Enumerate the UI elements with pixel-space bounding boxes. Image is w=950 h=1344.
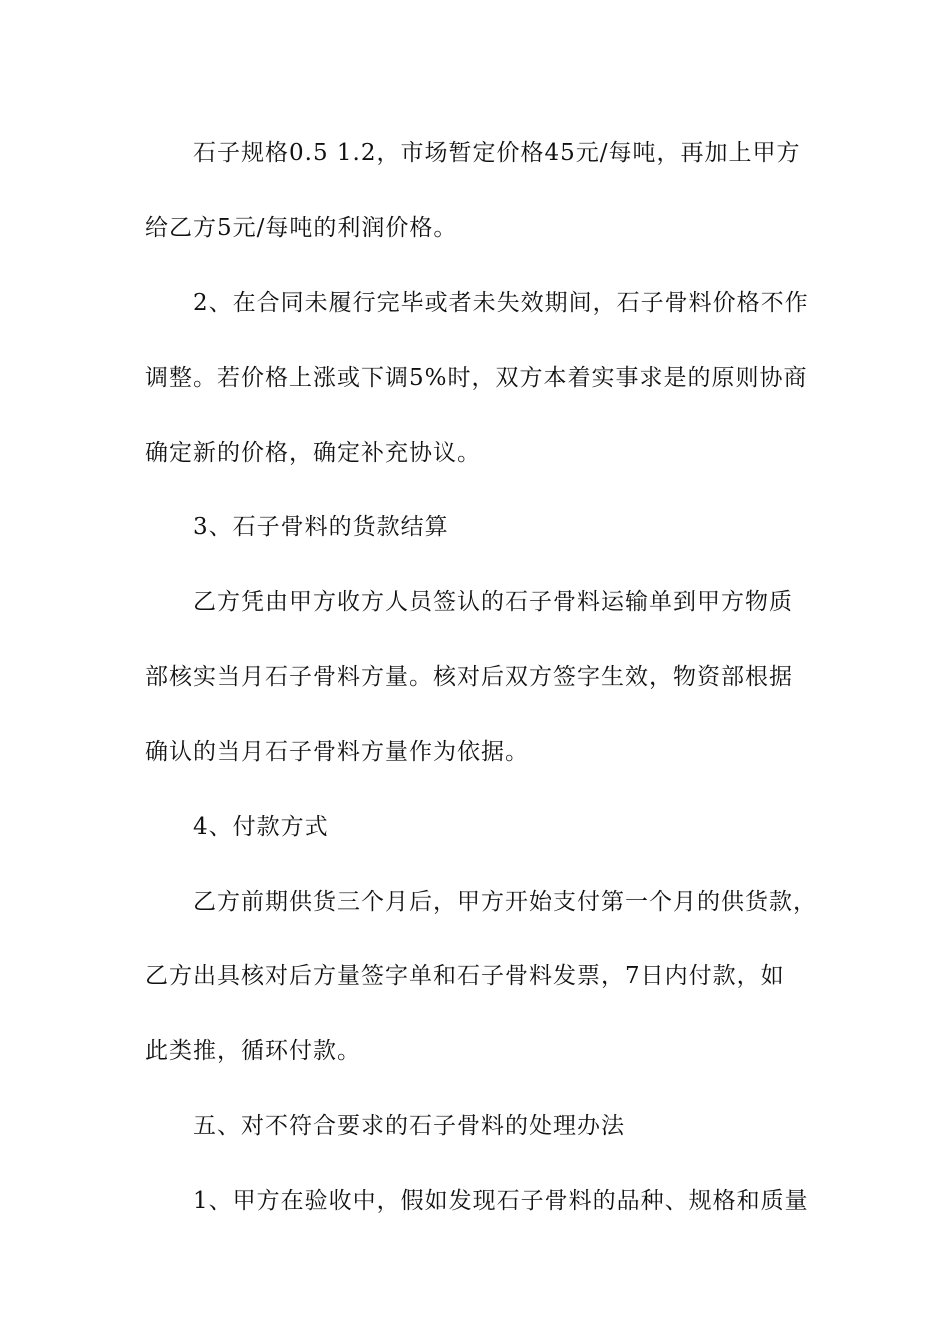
text-line-7: 乙方凭由甲方收方人员签认的石子骨料运输单到甲方物质 — [193, 589, 793, 615]
text-line-15: 1、甲方在验收中，假如发现石子骨料的品种、规格和质量 — [193, 1188, 809, 1214]
text-line-11: 乙方前期供货三个月后，甲方开始支付第一个月的供货款， — [193, 889, 817, 915]
text-line-4: 调整。若价格上涨或下调5%时，双方本着实事求是的原则协商 — [145, 365, 808, 391]
text-line-3: 2、在合同未履行完毕或者未失效期间，石子骨料价格不作 — [193, 290, 809, 316]
text-line-13: 此类推，循环付款。 — [145, 1038, 361, 1064]
section-heading-nonconforming: 五、对不符合要求的石子骨料的处理办法 — [193, 1113, 625, 1139]
text-line-5: 确定新的价格，确定补充协议。 — [145, 440, 481, 466]
text-line-1: 石子规格0.5 1.2，市场暂定价格45元/每吨，再加上甲方 — [193, 140, 801, 166]
section-heading-settlement: 3、石子骨料的货款结算 — [193, 514, 449, 540]
text-line-2: 给乙方5元/每吨的利润价格。 — [145, 215, 458, 241]
text-line-9: 确认的当月石子骨料方量作为依据。 — [145, 739, 529, 765]
text-line-12: 乙方出具核对后方量签字单和石子骨料发票，7日内付款，如 — [145, 963, 785, 989]
section-heading-payment: 4、付款方式 — [193, 814, 329, 840]
text-line-8: 部核实当月石子骨料方量。核对后双方签字生效，物资部根据 — [145, 664, 793, 690]
